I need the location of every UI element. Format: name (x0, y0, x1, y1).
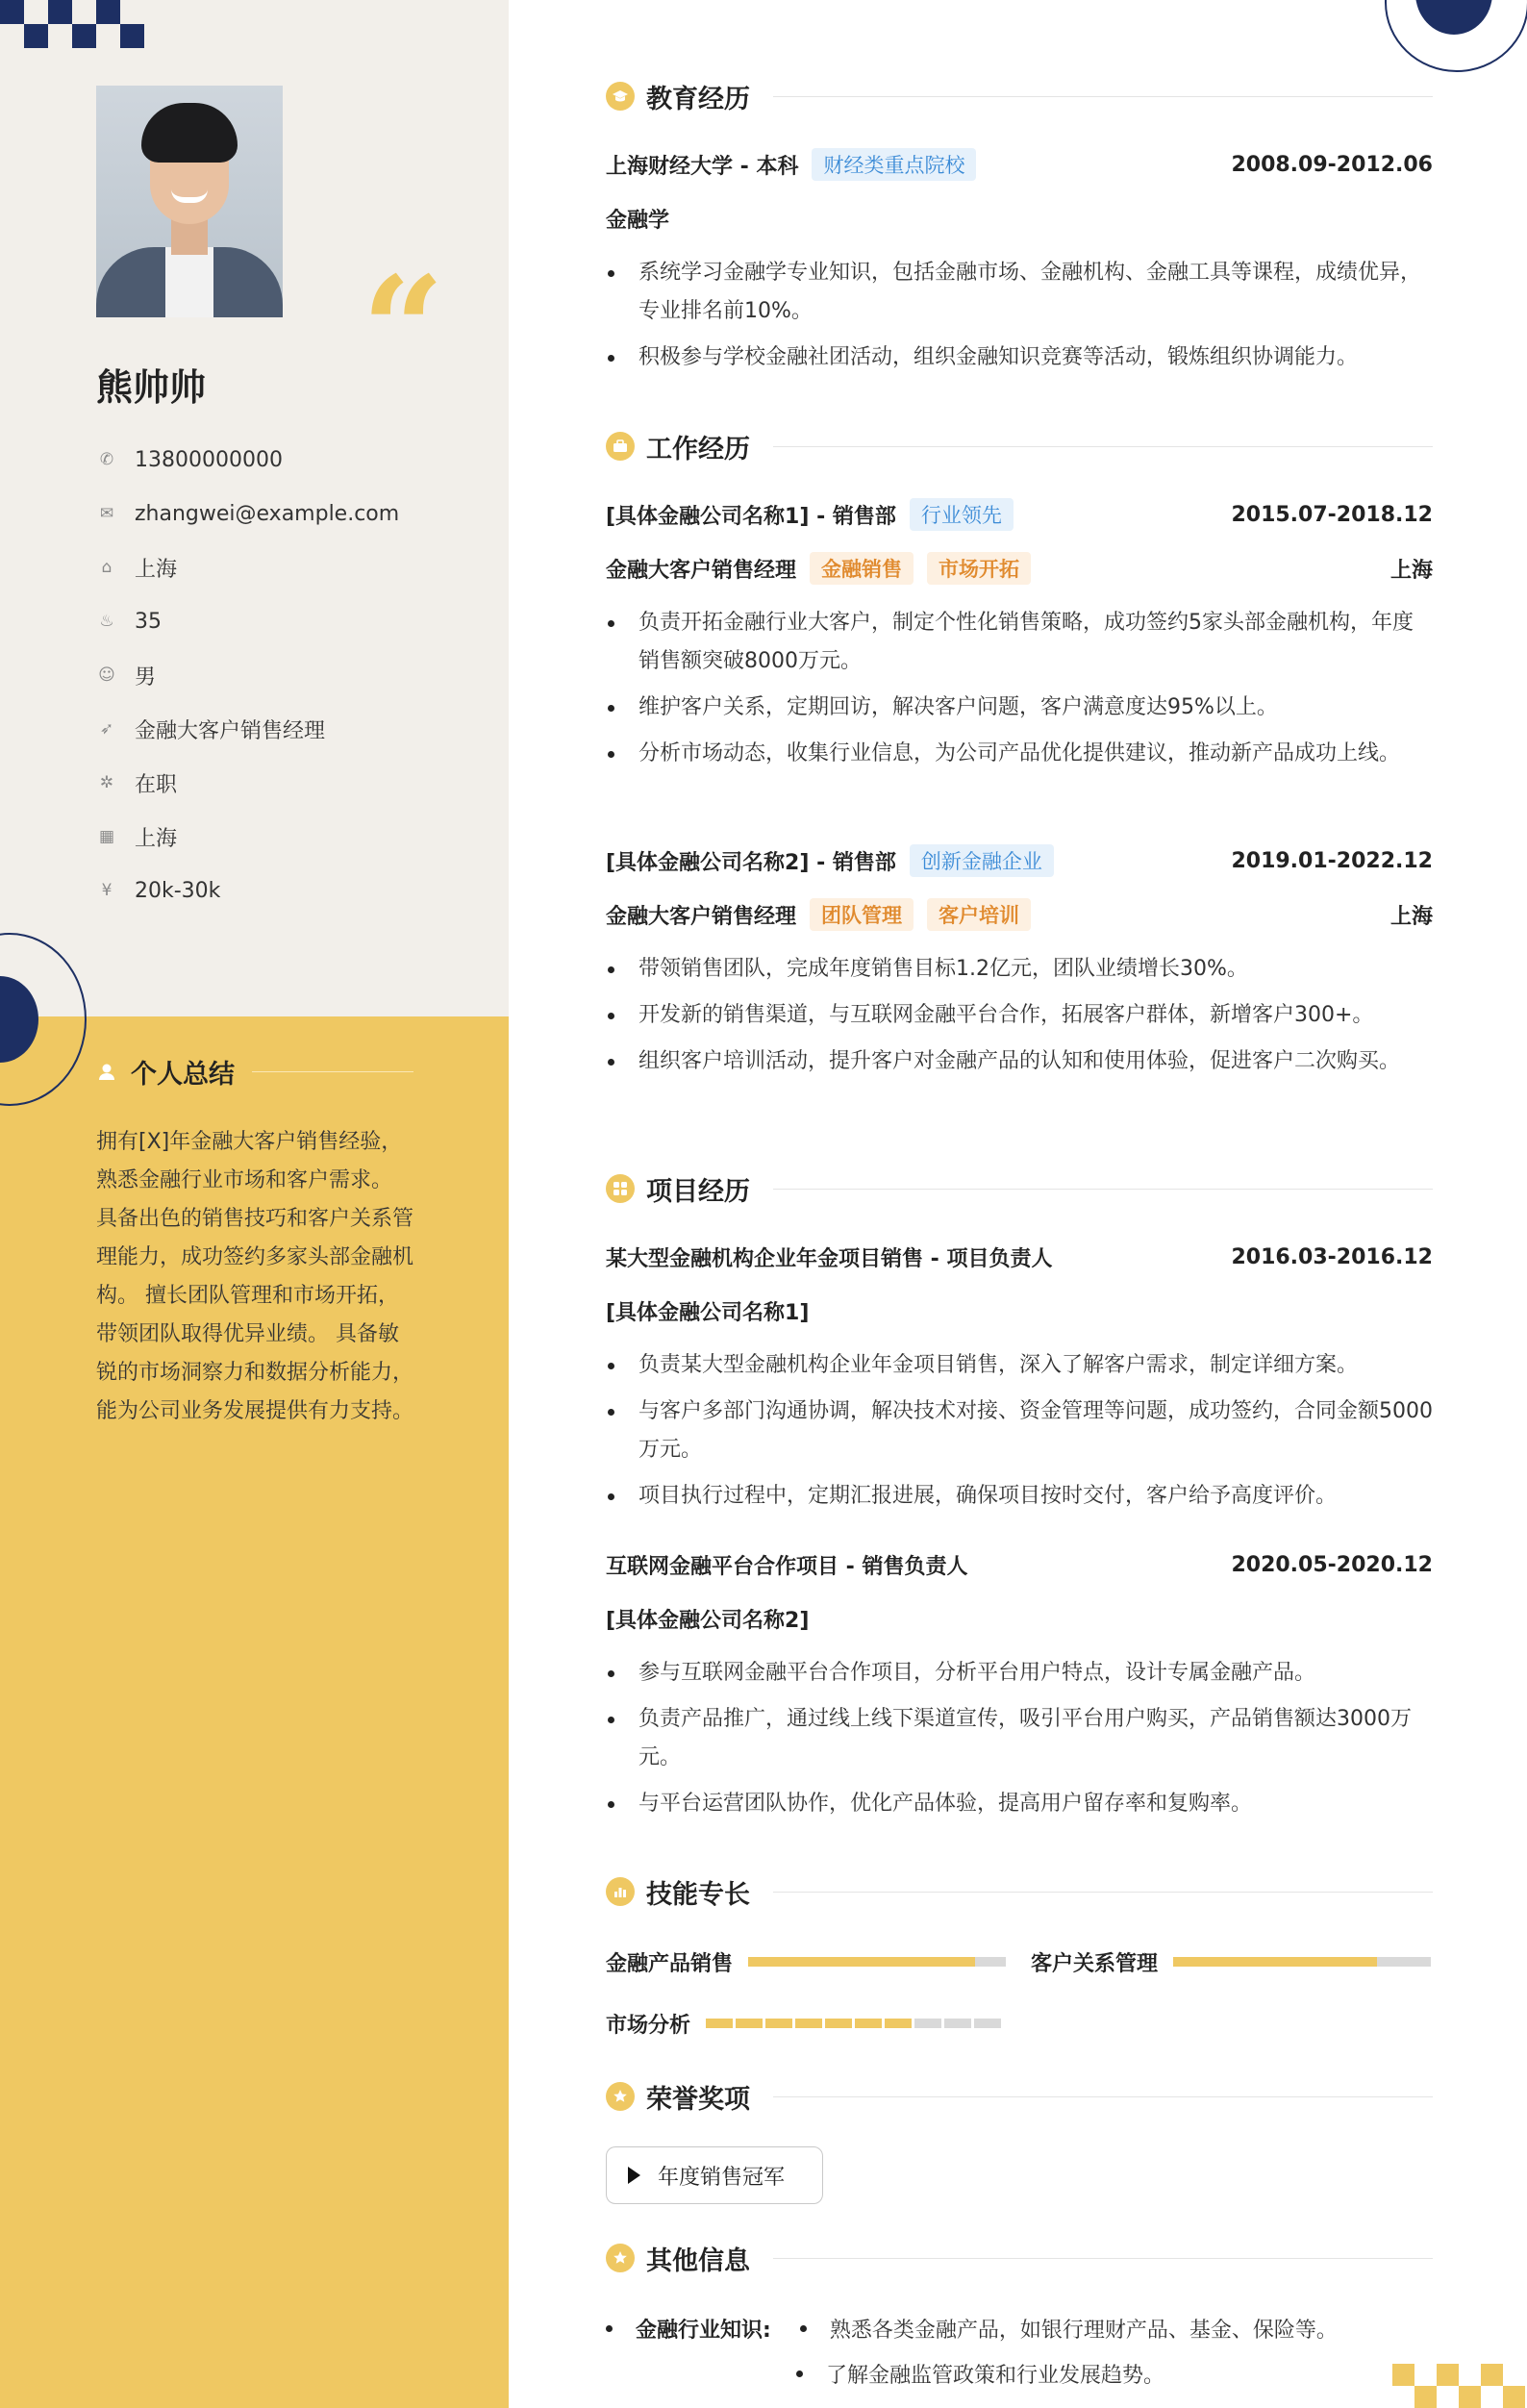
project-2-bullets (606, 1654, 1433, 1831)
target-city-text: 上海 (135, 826, 178, 851)
mail-icon: ✉ (99, 504, 114, 523)
award-name: 年度销售冠军 (658, 2165, 786, 2190)
list-item: 开发新的销售渠道，与互联网金融平台合作，拓展客户群体，新增客户300+。 (606, 996, 1433, 1035)
skill-level-fill (1173, 1957, 1377, 1967)
other-header (606, 2239, 1433, 2277)
sidebar (0, 0, 509, 2408)
job-1-position: 金融大客户销售经理 (606, 558, 797, 583)
skills-divider (773, 1892, 1433, 1893)
checker-pattern-bottom (1392, 2364, 1527, 2408)
profile-name: 熊帅帅 (96, 366, 207, 409)
job-2-city: 上海 (1389, 904, 1433, 929)
quote-mark-icon: “ (362, 245, 445, 414)
skills-title: 技能专长 (646, 1879, 750, 1910)
job-1-row (606, 497, 1433, 532)
job-1-period: 2015.07-2018.12 (1231, 502, 1433, 527)
projects-header (606, 1169, 1433, 1208)
work-header (606, 427, 1433, 465)
job-1-position-row (606, 551, 1433, 586)
info-status (96, 756, 399, 810)
age-text: 35 (135, 609, 162, 634)
project-1-company: [具体金融公司名称1] (606, 1300, 810, 1325)
other-text: 熟悉各类金融产品，如银行理财产品、基金、保险等。 (829, 2318, 1338, 2343)
other-item (796, 2354, 1164, 2393)
project-1-period: 2016.03-2016.12 (1231, 1244, 1433, 1269)
list-item: 维护客户关系，定期回访，解决客户问题，客户满意度达95%以上。 (606, 689, 1433, 727)
skill-name: 市场分析 (606, 2013, 691, 2038)
bullet-dot (606, 2325, 613, 2332)
cake-icon: ♨ (99, 612, 114, 631)
other-divider (773, 2258, 1433, 2259)
list-item: 与平台运营团队协作，优化产品体验，提高用户留存率和复购率。 (606, 1785, 1433, 1823)
project-1-name: 某大型金融机构企业年金项目销售 - 项目负责人 (606, 1246, 1053, 1271)
work-title: 工作经历 (646, 434, 750, 464)
phone-text: 13800000000 (135, 447, 283, 472)
home-icon: ⌂ (101, 558, 113, 577)
building-icon: ▦ (98, 827, 115, 846)
job-2-skill-tag: 客户培训 (927, 898, 1031, 931)
salary-icon: ¥ (101, 881, 113, 900)
info-phone (96, 433, 399, 487)
job-2-period: 2019.01-2022.12 (1231, 848, 1433, 873)
skill-name: 金融产品销售 (606, 1951, 734, 1976)
info-gender (96, 648, 399, 702)
education-title: 教育经历 (646, 84, 750, 114)
send-icon: ➶ (99, 719, 114, 739)
avatar-photo (96, 86, 283, 317)
skills-header (606, 1872, 1433, 1911)
education-period: 2008.09-2012.06 (1231, 152, 1433, 177)
list-item: 分析市场动态，收集行业信息，为公司产品优化提供建议，推动新产品成功上线。 (606, 735, 1433, 773)
projects-title: 项目经历 (646, 1176, 750, 1207)
list-item: 组织客户培训活动，提升客户对金融产品的认知和使用体验，促进客户二次购买。 (606, 1042, 1433, 1081)
education-bullets (606, 254, 1433, 385)
briefcase-icon (606, 432, 635, 461)
list-item: 参与互联网金融平台合作项目，分析平台用户特点，设计专属金融产品。 (606, 1654, 1433, 1693)
job-1-tag: 行业领先 (910, 498, 1014, 531)
list-item: 与客户多部门沟通协调，解决技术对接、资金管理等问题，成功签约，合同金额5000万元。 (606, 1392, 1433, 1469)
skill-level-segments (706, 2019, 1001, 2028)
skill-level-bar (748, 1957, 1006, 1967)
status-icon: ✲ (99, 773, 114, 792)
checker-pattern (0, 0, 149, 48)
user-icon (96, 1062, 117, 1083)
contact-info-list (96, 433, 399, 917)
info-salary (96, 864, 399, 917)
summary-divider (252, 1071, 413, 1072)
skill-item (606, 1944, 1006, 1979)
job-2-bullets (606, 950, 1433, 1089)
list-item: 项目执行过程中，定期汇报进展，确保项目按时交付，客户给予高度评价。 (606, 1477, 1433, 1516)
play-icon (628, 2167, 640, 2184)
other-item (606, 2309, 1338, 2347)
info-email (96, 487, 399, 540)
project-2-period: 2020.05-2020.12 (1231, 1552, 1433, 1577)
job-2-tag: 创新金融企业 (910, 844, 1054, 877)
project-2-name: 互联网金融平台合作项目 - 销售负责人 (606, 1554, 968, 1579)
summary-title: 个人总结 (131, 1060, 235, 1090)
list-item: 带领销售团队，完成年度销售目标1.2亿元，团队业绩增长30%。 (606, 950, 1433, 989)
skill-name: 客户关系管理 (1031, 1951, 1159, 1976)
graduation-cap-icon (606, 82, 635, 111)
project-1-bullets (606, 1346, 1433, 1523)
status-text: 在职 (135, 772, 178, 797)
gender-text: 男 (135, 665, 157, 690)
job-1-skill-tag: 金融销售 (810, 552, 914, 585)
list-item: 积极参与学校金融社团活动，组织金融知识竞赛等活动，锻炼组织协调能力。 (606, 339, 1433, 377)
education-divider (773, 96, 1433, 97)
skill-item (1031, 1944, 1431, 1979)
list-item: 系统学习金融学专业知识，包括金融市场、金融机构、金融工具等课程，成绩优异，专业排名前10%。 (606, 254, 1433, 331)
bullet-dot (800, 2325, 807, 2332)
education-header (606, 77, 1433, 115)
info-target-city (96, 810, 399, 864)
other-text: 了解金融监管政策和行业发展趋势。 (826, 2363, 1165, 2388)
job-2-position: 金融大客户销售经理 (606, 904, 797, 929)
award-item[interactable] (606, 2146, 823, 2204)
gender-icon: ☺ (98, 665, 115, 685)
school-tag: 财经类重点院校 (812, 148, 976, 181)
project-1-row (606, 1240, 1433, 1274)
job-2-company: [具体金融公司名称2] - 销售部 (606, 850, 896, 875)
projects-divider (773, 1189, 1433, 1190)
list-item: 负责某大型金融机构企业年金项目销售，深入了解客户需求，制定详细方案。 (606, 1346, 1433, 1385)
job-2-position-row (606, 897, 1433, 932)
education-row (606, 147, 1433, 182)
skill-level-fill (748, 1957, 975, 1967)
summary-header (96, 1053, 413, 1091)
list-item: 负责开拓金融行业大客户，制定个性化销售策略，成功签约5家头部金融机构，年度销售额突破8000万元。 (606, 604, 1433, 681)
bullet-dot (796, 2370, 803, 2377)
awards-title: 荣誉奖项 (646, 2084, 750, 2115)
project-2-company: [具体金融公司名称2] (606, 1608, 810, 1633)
award-icon (606, 2082, 635, 2111)
project-2-company-row (606, 1601, 1433, 1636)
project-1-company-row (606, 1293, 1433, 1328)
info-location (96, 540, 399, 594)
project-2-row (606, 1547, 1433, 1582)
grid-icon (606, 1174, 635, 1203)
work-divider (773, 446, 1433, 447)
job-2-row (606, 843, 1433, 878)
phone-icon: ✆ (99, 450, 114, 469)
chart-icon (606, 1877, 635, 1906)
location-text: 上海 (135, 557, 178, 582)
education-major: 金融学 (606, 208, 670, 233)
skill-item (606, 2006, 1001, 2041)
awards-divider (773, 2096, 1433, 2097)
target-position-text: 金融大客户销售经理 (135, 718, 326, 743)
salary-text: 20k-30k (135, 878, 221, 903)
info-age (96, 594, 399, 648)
other-title: 其他信息 (646, 2245, 750, 2276)
awards-header (606, 2077, 1433, 2116)
education-major-row (606, 201, 1433, 236)
summary-text: 拥有[X]年金融大客户销售经验，熟悉金融行业市场和客户需求。 具备出色的销售技巧和客户关系管理能力，成功签约多家头部金融机构。 擅长团队管理和市场开拓，带领团队取得优异业绩。 具备敏锐的市场洞察力和数据分析能力，能为公司业务发展提供有力支持。 (96, 1130, 414, 1423)
info-icon (606, 2244, 635, 2272)
job-1-city: 上海 (1389, 558, 1433, 583)
info-target-position (96, 702, 399, 756)
job-2-skill-tag: 团队管理 (810, 898, 914, 931)
job-1-bullets (606, 604, 1433, 781)
other-label: 金融行业知识: (636, 2318, 771, 2343)
list-item: 负责产品推广，通过线上线下渠道宣传，吸引平台用户购买，产品销售额达3000万元。 (606, 1700, 1433, 1777)
school-name: 上海财经大学 - 本科 (606, 154, 799, 179)
job-1-skill-tag: 市场开拓 (927, 552, 1031, 585)
job-1-company: [具体金融公司名称1] - 销售部 (606, 504, 896, 529)
email-text: zhangwei@example.com (135, 501, 400, 526)
skill-level-bar (1173, 1957, 1431, 1967)
